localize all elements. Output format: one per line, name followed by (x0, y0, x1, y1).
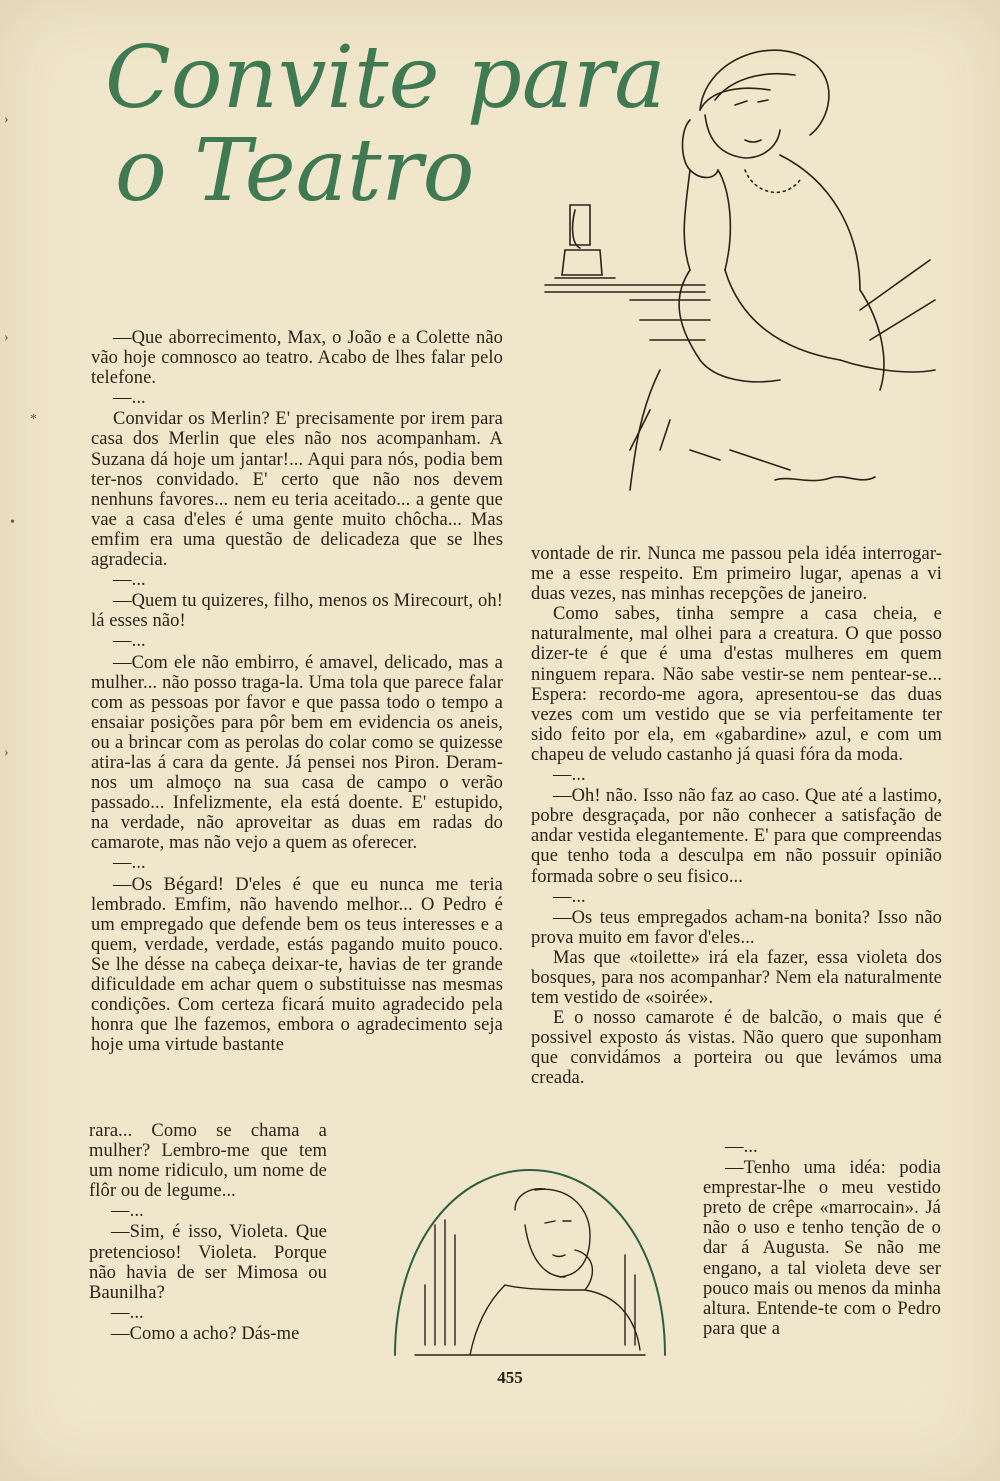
dash-line: —... (113, 570, 146, 591)
paragraph: —Os Bégard! D'eles é que eu nunca me teria lembrado. Emfim, não havendo melhor... O Pedro é um empregado que defende bem os teus interesses e a quem, verdade, verdade, estás pagando muito pouco. Se lhe désse na cabeça deixar-te, havias de ter grande dificuldade em achar quem o substituisse nas mesmas condições. Com certeza ficará muito agradecido pela honra que lhe fazemos, embora o agradecimento seja hoje uma virtude bastante (91, 874, 503, 1056)
dash-line: —... (113, 388, 146, 409)
margin-mark: • (10, 515, 15, 530)
paragraph: —Como a acho? Dás-me (111, 1323, 300, 1344)
margin-mark: › (4, 330, 9, 345)
article-title (95, 15, 666, 221)
paragraph: —Quem tu quizeres, filho, menos os Mirecourt, oh! lá esses não! (91, 591, 503, 632)
title-calligraphy (95, 15, 666, 221)
paragraph: —Oh! não. Isso não faz ao caso. Que até a lastimo, pobre desgraçada, por não conhecer a satisfação de andar vestida elegantemente. E' para que compreendas que tenho toda a desculpa em não possuir opinião formada sobre o seu fisico... (531, 786, 942, 887)
dash-line: —... (111, 1302, 144, 1323)
paragraph: vontade de rir. Nunca me passou pela idéa interrogar-me a esse respeito. Em primeiro lugar, apenas a vi duas vezes, nas minhas recepções de janeiro. (531, 544, 942, 605)
right-column (531, 544, 942, 1089)
paragraph: E o nosso camarote é de balcão, o mais que é possivel exposto ás vistas. Não quero que suponham que convidámos a porteira ou que levámos uma creada. (531, 1008, 942, 1089)
paragraph: —Com ele não embirro, é amavel, delicado, mas a mulher... não posso traga-la. Uma tola que parece falar com as pessoas por favor e que passa todo o tempo a ensaiar posições para pôr bem em evidencia os aneis, ou a brincar com as perolas do colar como se quizesse atira-las á cara da gente. Já pensei nos Piron. Deram-nos um almoço na sua casa de campo o verão passado... Infelizmente, ela está doente. E' estupido, na verdade, não aproveitar as duas em radas do camarote, mas não vejo a quem as oferecer. (91, 652, 503, 854)
left-column (91, 328, 503, 1055)
top-illustration (540, 30, 950, 510)
dash-line: —... (553, 886, 586, 907)
paragraph: Mas que «toilette» irá ela fazer, essa violeta dos bosques, para nos acompanhar? Nem ela naturalmente tem vestido de «soirée». (531, 947, 942, 1009)
dash-line: —... (113, 631, 146, 652)
paragraph: Como sabes, tinha sempre a casa cheia, e naturalmente, mal olhei para a creatura. O que posso dizer-te é que é uma d'estas mulheres em quem ninguem repara. Não sabe vestir-se nem pentear-se... Espera: recordo-me agora, apresentou-se das duas vezes com um vestido que se via perfeitamente ter sido feito por ela, em «gabardine» azul, e com um chapeu de veludo castanho já quasi fóra da moda. (531, 604, 942, 765)
paragraph: Convidar os Merlin? E' precisamente por irem para casa dos Merlin que eles não nos acompanham. A Suzana dá hoje um jantar!... Aqui para nós, podia bem ter-nos convidado. E' certo que não nos devem nenhuns favores... nem eu teria aceitado... a gente que vae a casa d'eles é uma gente muito chôcha... Mas emfim era uma questão de delicadeza que se lhes agradecia. (91, 409, 503, 571)
paragraph: —Que aborrecimento, Max, o João e a Colette não vão hoje comnosco ao teatro. Acabo de lhes falar pelo telefone. (91, 328, 503, 389)
left-narrow-column (89, 1121, 327, 1344)
dash-line: —... (725, 1137, 758, 1157)
dash-line: —... (113, 853, 146, 874)
page-number: 455 (497, 1368, 523, 1387)
dash-line: —... (553, 765, 586, 786)
right-narrow-column (703, 1137, 941, 1339)
dash-line: —... (111, 1201, 144, 1222)
title-line-1: Convite para (105, 28, 666, 128)
paragraph: —Os teus empregados acham-na bonita? Isso não prova muito em favor d'eles... (531, 907, 942, 948)
paragraph: —Tenho uma idéa: podia emprestar-lhe o meu vestido preto de crêpe «marrocain». Já não o uso e tenho tenção de o dar á Augusta. Se não me engano, a tal violeta deve ser pouco mais ou menos da minha altura. Entende-te com o Pedro para que a (703, 1158, 941, 1339)
margin-mark: * (30, 412, 37, 427)
bottom-illustration (385, 1165, 670, 1360)
margin-mark: › (4, 112, 9, 127)
paragraph: —Sim, é isso, Violeta. Que pretencioso! Violeta. Porque não havia de ser Mimosa ou Baunilha? (89, 1222, 327, 1303)
paragraph: rara... Como se chama a mulher? Lembro-me que tem um nome ridiculo, um nome de flôr ou de legume... (89, 1121, 327, 1202)
title-line-2: o Teatro (115, 121, 475, 221)
margin-mark: › (4, 745, 9, 760)
